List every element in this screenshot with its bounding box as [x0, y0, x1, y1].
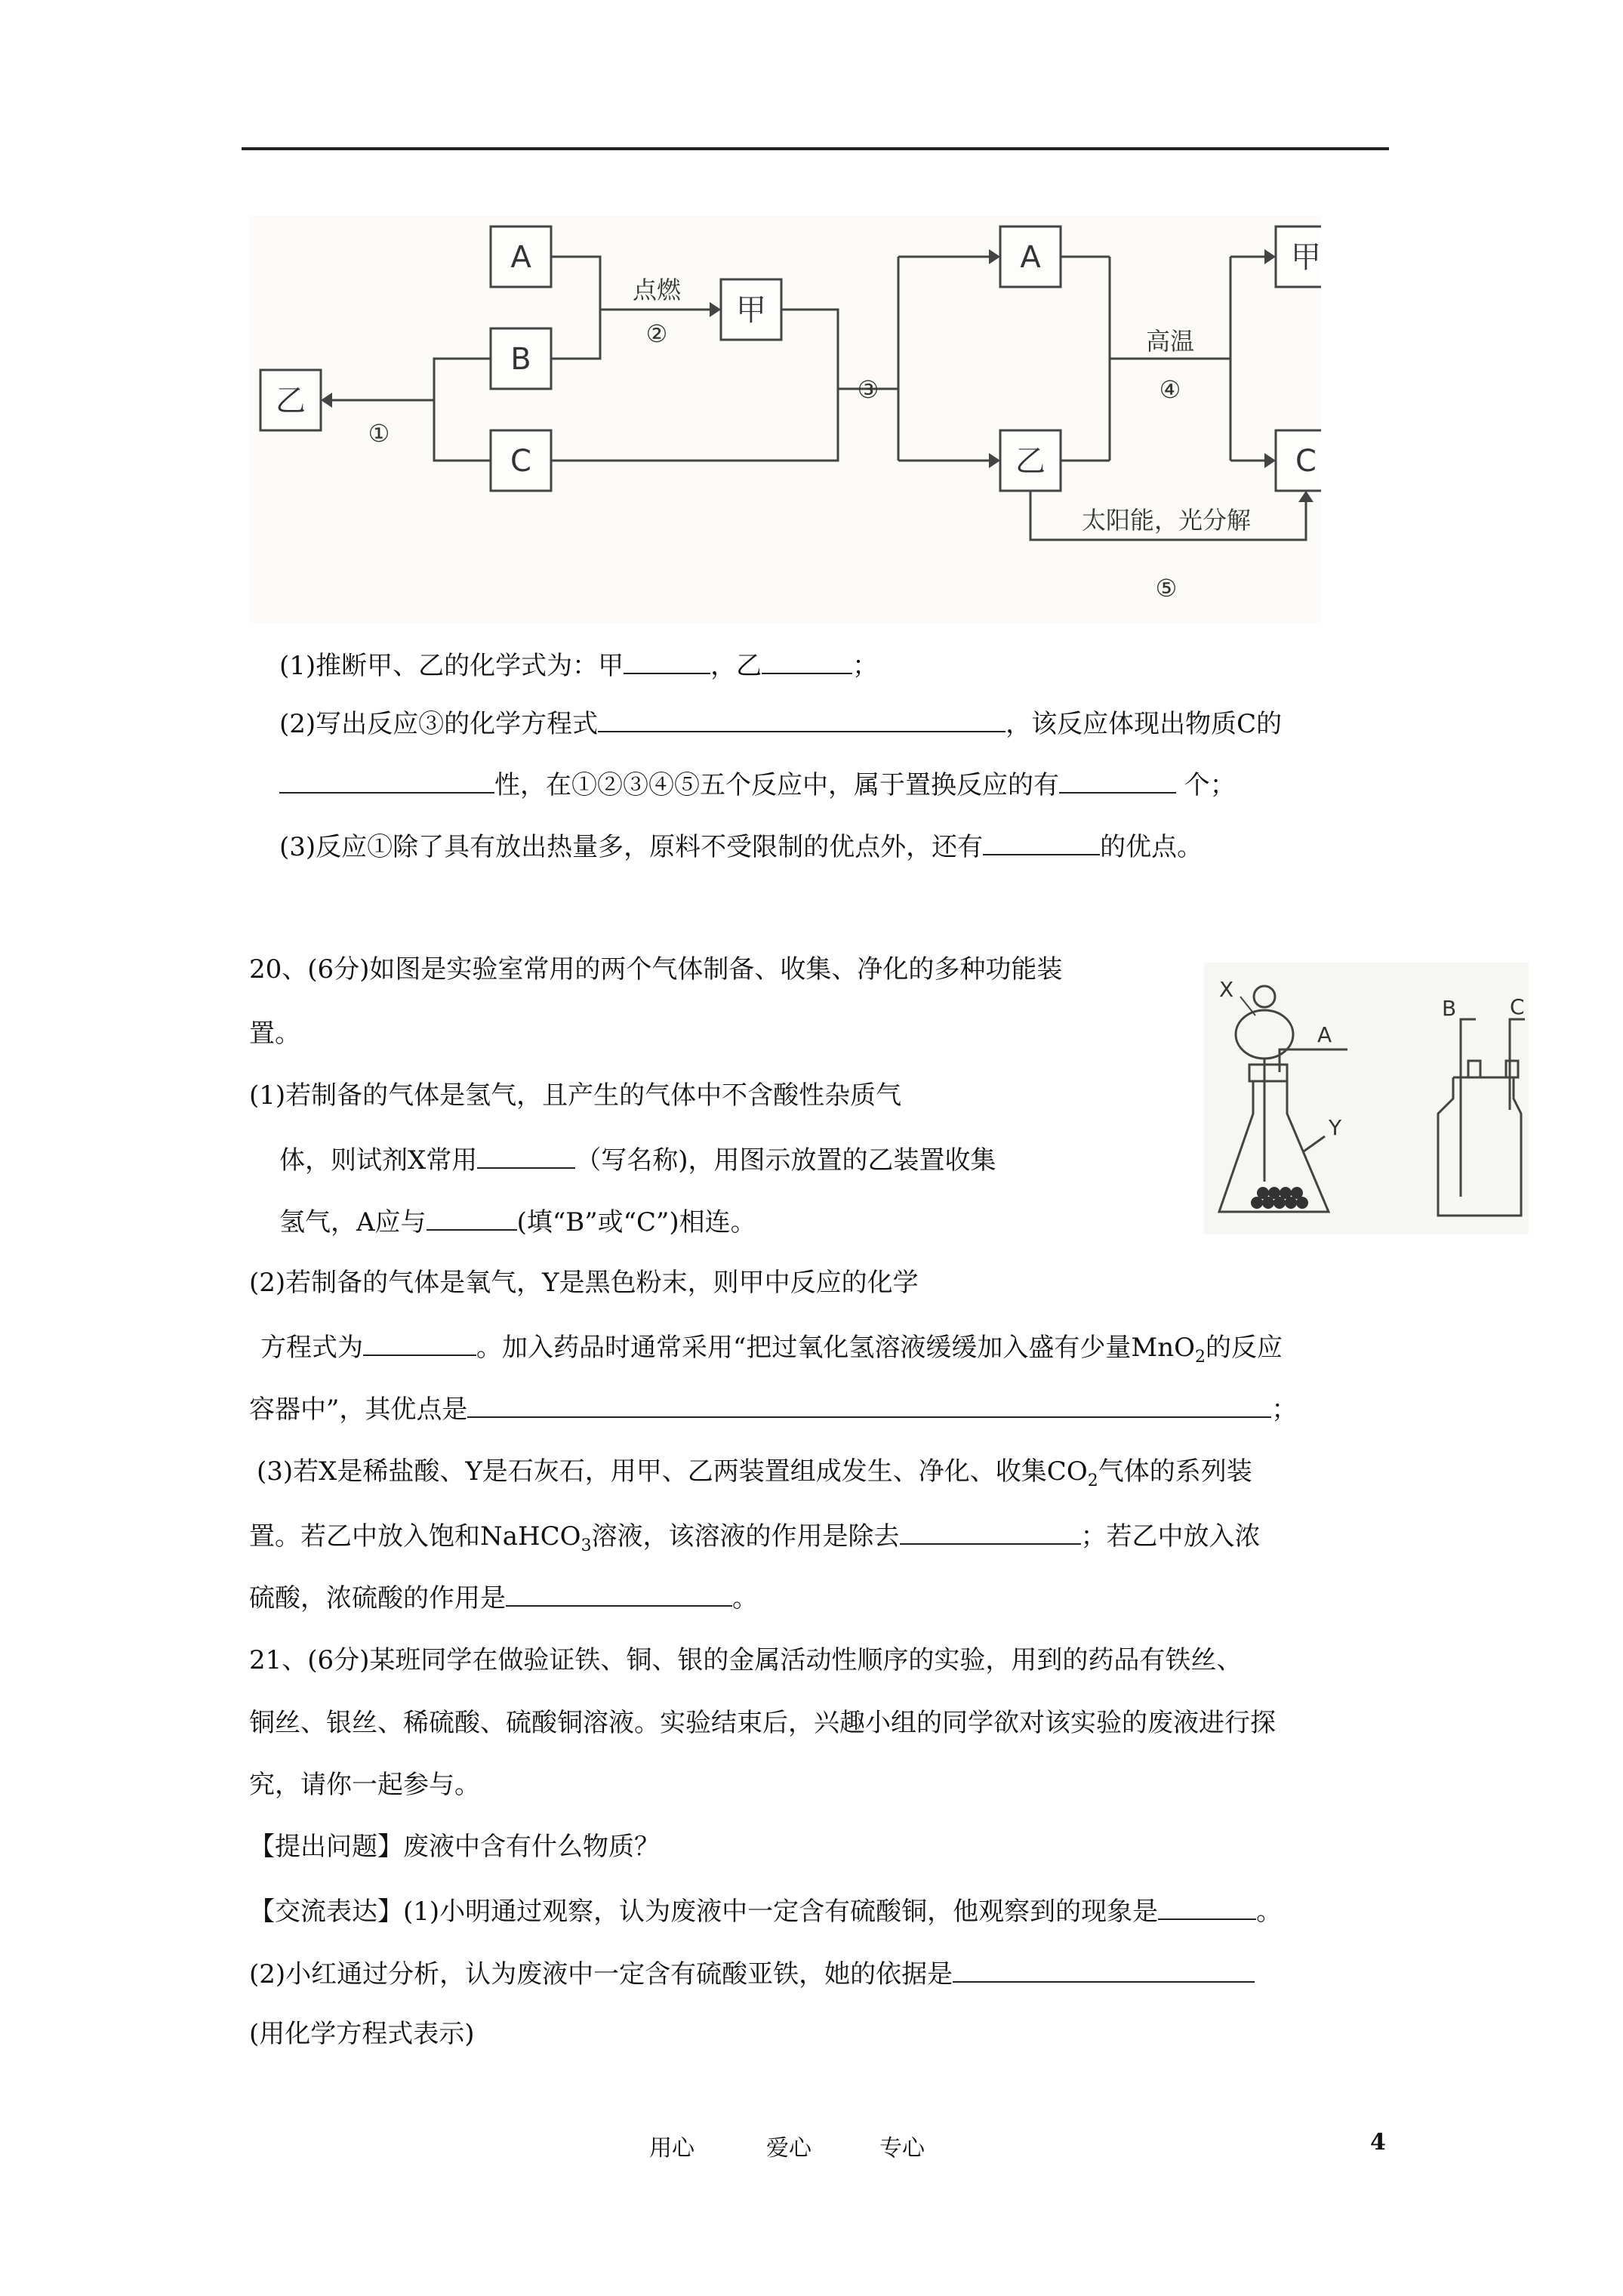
footer-yongxin: 用心	[649, 2135, 694, 2162]
q21-line1: 21、(6分)某班同学在做验证铁、铜、银的金属活动性顺序的实验，用到的药品有铁丝、	[249, 1645, 1243, 1675]
label-r5: ⑤	[1155, 574, 1178, 603]
node-jia1: 甲	[736, 293, 766, 328]
q20-part3-line2: 置。若乙中放入饱和NaHCO$_3$溶液，该溶液的作用是除去 ；若乙中放入浓	[249, 1516, 1261, 1564]
q20-part1-line3: 氢气，A应与 (填“B”或“C”)相连。	[279, 1202, 756, 1240]
header-rule	[242, 147, 1389, 150]
label-r3: ③	[857, 375, 879, 404]
node-B: B	[510, 342, 531, 377]
q19-part2: (2)写出反应③的化学方程式 ，该反应体现出物质C的	[279, 704, 1282, 742]
q20-part3: (3)若X是稀盐酸、Y是石灰石，用甲、乙两装置组成发生、净化、收集$CO_2$气体的系列装	[257, 1456, 1252, 1490]
label-r4: ④	[1159, 375, 1181, 404]
q20-heading-cont: 置。	[249, 1019, 300, 1049]
footer-zhuanxin: 专心	[879, 2135, 925, 2162]
label-solar: 太阳能，光分解	[1081, 506, 1252, 535]
label-Y: Y	[1329, 1115, 1342, 1140]
q20-part2: (2)若制备的气体是氧气，Y是黑色粉末，则甲中反应的化学	[249, 1268, 919, 1298]
q19-part2-cont: 性，在①②③④⑤五个反应中，属于置换反应的有 个；	[279, 765, 1236, 803]
q21-exchange-1: 【交流表达】(1)小明通过观察，认为废液中一定含有硫酸铜，他观察到的现象是 。	[249, 1891, 1282, 1930]
label-gaowen: 高温	[1145, 327, 1195, 356]
label-B: B	[1442, 996, 1457, 1021]
label-X: X	[1219, 977, 1234, 1002]
q21-line2: 铜丝、银丝、稀硫酸、硫酸铜溶液。实验结束后，兴趣小组的同学欲对该实验的废液进行探	[249, 1708, 1276, 1738]
node-yi-left: 乙	[276, 384, 306, 418]
q20-heading: 20、(6分)如图是实验室常用的两个气体制备、收集、净化的多种功能装	[249, 954, 1063, 985]
node-A1: A	[510, 240, 531, 275]
q21-exchange-2-cont: (用化学方程式表示)	[249, 2019, 475, 2049]
q19-part3: (3)反应①除了具有放出热量多，原料不受限制的优点外，还有 的优点。	[279, 827, 1203, 865]
q20-part1: (1)若制备的气体是氢气，且产生的气体中不含酸性杂质气	[249, 1080, 902, 1111]
label-A: A	[1317, 1022, 1332, 1047]
q20-part1-line2: 体，则试剂X常用 （写名称)，用图示放置的乙装置收集	[279, 1140, 996, 1179]
q21-raise-question: 【提出问题】废液中含有什么物质？	[249, 1832, 660, 1862]
q21-exchange-2: (2)小红通过分析，认为废液中一定含有硫酸亚铁，她的依据是	[249, 1954, 1255, 1992]
label-C: C	[1510, 994, 1525, 1019]
q20-part3-line3: 硫酸，浓硫酸的作用是 。	[249, 1578, 758, 1616]
label-r1: ①	[368, 419, 390, 448]
node-A2: A	[1020, 240, 1041, 275]
gas-apparatus-figure	[1204, 963, 1529, 1234]
footer-aixin: 爱心	[766, 2135, 812, 2162]
page-number: 4	[1370, 2129, 1386, 2156]
reaction-flow-diagram	[249, 215, 1321, 623]
q19-part1: (1)推断甲、乙的化学式为：甲 ，乙 ；	[279, 646, 878, 684]
label-r2: ②	[645, 319, 668, 348]
q20-part2-line2: 方程式为 。加入药品时通常采用“把过氧化氢溶液缓缓加入盛有少量MnO$_2$的反应	[260, 1327, 1283, 1376]
node-jia2: 甲	[1291, 240, 1321, 275]
q20-part2-line3: 容器中”，其优点是 ；	[249, 1389, 1297, 1428]
node-C1: C	[510, 444, 531, 479]
label-dianran: 点燃	[632, 276, 682, 304]
q21-line3: 究，请你一起参与。	[249, 1770, 480, 1800]
node-yi2: 乙	[1015, 444, 1046, 479]
node-C2: C	[1295, 444, 1317, 479]
